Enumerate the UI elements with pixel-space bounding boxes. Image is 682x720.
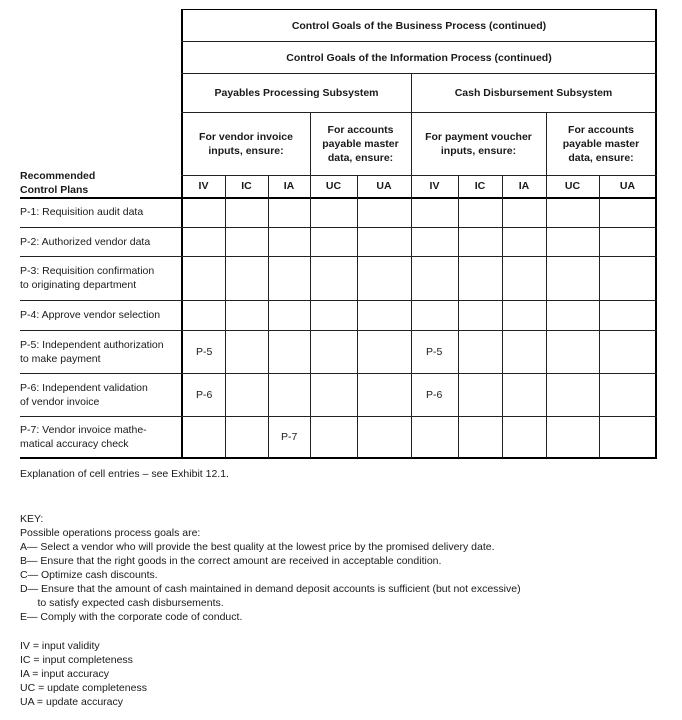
abbr-uc: UC = update completeness: [20, 682, 147, 694]
divider: [181, 73, 657, 74]
key-goal-b: B— Ensure that the right goods in the correct amount are received in acceptable condition.: [20, 555, 442, 567]
table-bottom-border: [20, 457, 657, 459]
divider: [20, 227, 657, 228]
subsystem-divider: [411, 73, 412, 458]
table-row-plan-p6: [20, 373, 180, 416]
cell-p7-ia-payables: P-7: [281, 431, 298, 443]
table-row-plan-p1: [20, 197, 180, 227]
column-divider: [268, 175, 269, 458]
plan-label: P-5: Independent authorization to make payment: [20, 338, 164, 365]
divider: [20, 416, 657, 417]
plan-label: P-3: Requisition confirmation to originating department: [20, 265, 155, 291]
column-divider: [225, 175, 226, 458]
cell-p6-iv-cash: P-6: [426, 388, 443, 401]
plan-label: P-6: Independent validation of vendor invoice: [20, 381, 148, 408]
col-ia-cash: IA: [518, 180, 530, 192]
group-payables-master-data: For accounts payable master data, ensure:: [322, 123, 399, 164]
divider: [181, 41, 657, 42]
divider: [20, 373, 657, 374]
plan-label: P-4: Approve vendor selection: [20, 309, 161, 321]
group-payment-voucher-inputs: For payment voucher inputs, ensure:: [425, 130, 532, 157]
cash-disbursement-subsystem-header: Cash Disbursement Subsystem: [454, 87, 613, 99]
key-goal-d-cont: to satisfy expected cash disbursements.: [20, 597, 224, 609]
table-row-plan-p5: [20, 330, 180, 373]
table-row-plan-p2: [20, 227, 180, 256]
cell-p6-iv-payables: P-6: [196, 388, 213, 401]
col-ic-cash: IC: [474, 180, 486, 192]
abbr-ua: UA = update accuracy: [20, 696, 124, 708]
abbr-iv: IV = input validity: [20, 640, 100, 652]
plan-label: P-7: Vendor invoice mathe- matical accuracy check: [20, 424, 147, 450]
divider: [20, 300, 657, 301]
cell-p5-iv-cash: P-5: [426, 345, 443, 358]
table-row-plan-p4: [20, 300, 180, 330]
key-goal-e: E— Comply with the corporate code of conduct.: [20, 611, 243, 623]
column-divider: [357, 175, 358, 458]
key-goal-a: A— Select a vendor who will provide the best quality at the lowest price by the promised delivery date.: [20, 541, 495, 553]
divider: [20, 330, 657, 331]
col-ia-payables: IA: [283, 180, 295, 192]
col-uc-payables: UC: [325, 180, 342, 192]
information-goals-header: Control Goals of the Information Process (continued): [286, 51, 552, 64]
group-divider: [310, 112, 311, 458]
key-intro: Possible operations process goals are:: [20, 527, 201, 539]
table-top-border: [181, 9, 657, 10]
divider: [181, 112, 657, 113]
explanation-note: Explanation of cell entries – see Exhibit 12.1.: [20, 468, 229, 480]
key-goal-d: D— Ensure that the amount of cash maintained in demand deposit accounts is sufficient (but not excessive): [20, 583, 521, 595]
abbr-ia: IA = input accuracy: [20, 668, 110, 680]
col-ua-payables: UA: [376, 180, 392, 192]
group-divider: [546, 112, 547, 458]
plan-label: P-2: Authorized vendor data: [20, 235, 151, 248]
table-right-border: [655, 9, 657, 458]
column-divider: [458, 175, 459, 458]
group-cash-master-data: For accounts payable master data, ensure:: [562, 123, 640, 164]
col-ua-cash: UA: [619, 180, 636, 192]
plan-label: P-1: Requisition audit data: [20, 206, 144, 218]
table-left-border: [181, 9, 183, 458]
table-row-plan-p7: [20, 416, 180, 458]
header-bottom-divider: [20, 197, 657, 199]
col-ic-payables: IC: [241, 180, 252, 192]
plans-heading: Recommended Control Plans: [20, 170, 96, 196]
table-row-plan-p3: [20, 256, 180, 300]
column-divider: [599, 175, 600, 458]
cell-p5-iv-payables: P-5: [196, 345, 213, 358]
divider: [181, 175, 657, 176]
col-uc-cash: UC: [564, 180, 581, 192]
abbr-ic: IC = input completeness: [20, 654, 133, 666]
business-goals-header: Control Goals of the Business Process (continued): [291, 19, 547, 32]
divider: [20, 256, 657, 257]
payables-subsystem-header: Payables Processing Subsystem: [214, 87, 379, 99]
key-title: KEY:: [20, 513, 44, 525]
col-iv-payables: IV: [198, 180, 209, 192]
col-iv-cash: IV: [429, 180, 440, 192]
key-goal-c: C— Optimize cash discounts.: [20, 569, 158, 581]
group-vendor-invoice-inputs: For vendor invoice inputs, ensure:: [199, 130, 293, 157]
column-divider: [502, 175, 503, 458]
